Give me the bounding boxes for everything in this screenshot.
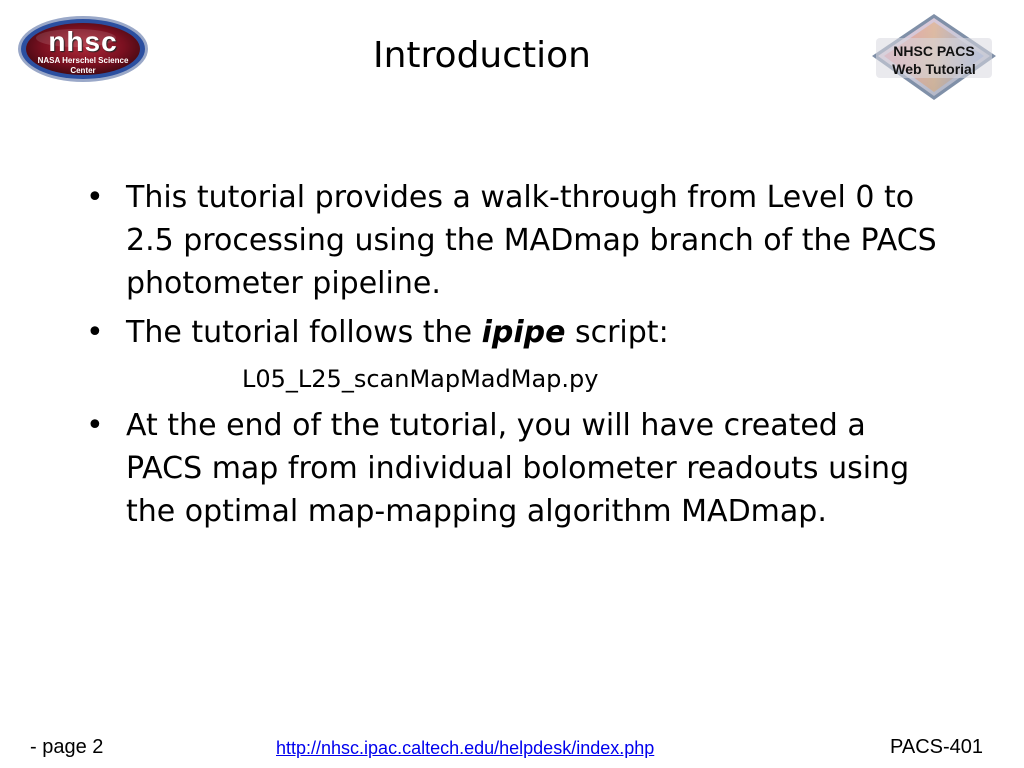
bullet-text: This tutorial provides a walk-through from Level 0 to 2.5 processing using the MADmap branch of the PACS photometer pipeline. bbox=[126, 180, 937, 301]
bullet-text-emphasis: ipipe bbox=[481, 315, 566, 350]
footer-course-code: PACS-401 bbox=[890, 736, 984, 758]
nhsc-logo-name: nhsc bbox=[48, 26, 118, 57]
nhsc-logo-subtitle-line2: Center bbox=[70, 66, 96, 75]
bullet-text-prefix: The tutorial follows the bbox=[126, 315, 482, 350]
script-name: L05_L25_scanMapMadMap.py bbox=[242, 365, 599, 393]
web-tutorial-logo-line2: Web Tutorial bbox=[892, 61, 976, 77]
bullet-item bbox=[86, 311, 946, 354]
bullet-dot: • bbox=[86, 315, 104, 350]
bullet-dot: • bbox=[86, 180, 104, 215]
slide-title: Introduction bbox=[372, 35, 591, 76]
web-tutorial-logo-line1: NHSC PACS bbox=[893, 43, 975, 59]
bullet-text-suffix: script: bbox=[565, 315, 669, 350]
web-tutorial-logo bbox=[868, 12, 1000, 102]
nhsc-logo-subtitle-line1: NASA Herschel Science bbox=[37, 56, 129, 65]
bullet-item bbox=[86, 404, 946, 533]
bullet-text: At the end of the tutorial, you will have created a PACS map from individual bolometer readouts using the optimal map-mapping algorithm MADmap. bbox=[126, 408, 910, 529]
bullet-item bbox=[86, 176, 946, 305]
footer-helpdesk-link[interactable]: http://nhsc.ipac.caltech.edu/helpdesk/index.php bbox=[276, 738, 655, 758]
footer-page-number: - page 2 bbox=[30, 736, 104, 758]
slide-body bbox=[86, 176, 946, 539]
bullet-dot: • bbox=[86, 408, 104, 443]
